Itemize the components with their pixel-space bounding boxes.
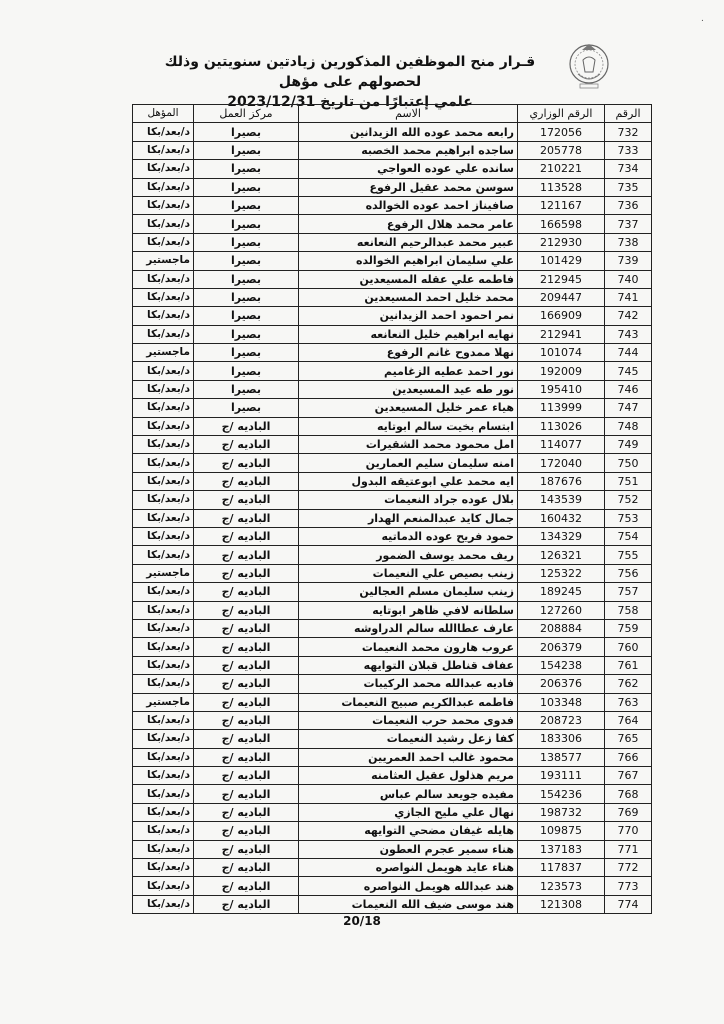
cell-name: هند عبدالله هويمل النواصره bbox=[299, 877, 518, 895]
cell-ministry-no: 114077 bbox=[518, 436, 605, 454]
cell-num: 736 bbox=[605, 196, 652, 214]
cell-num: 744 bbox=[605, 344, 652, 362]
cell-ministry-no: 192009 bbox=[518, 362, 605, 380]
cell-workplace: الباديه /ج bbox=[194, 693, 299, 711]
cell-ministry-no: 198732 bbox=[518, 803, 605, 821]
cell-workplace: الباديه /ج bbox=[194, 546, 299, 564]
cell-workplace: الباديه /ج bbox=[194, 840, 299, 858]
cell-name: هند موسى ضيف الله النعيمات bbox=[299, 895, 518, 913]
table-row bbox=[133, 638, 652, 656]
table-row bbox=[133, 270, 652, 288]
cell-name: كفا زعل رشيد النعيمات bbox=[299, 730, 518, 748]
cell-ministry-no: 193111 bbox=[518, 767, 605, 785]
cell-qualification: د/بعد/بكا bbox=[133, 748, 194, 766]
cell-workplace: بصيرا bbox=[194, 362, 299, 380]
cell-ministry-no: 172056 bbox=[518, 123, 605, 141]
cell-ministry-no: 206379 bbox=[518, 638, 605, 656]
cell-num: 735 bbox=[605, 178, 652, 196]
cell-qualification: د/بعد/بكا bbox=[133, 619, 194, 637]
cell-workplace: الباديه /ج bbox=[194, 748, 299, 766]
table-row bbox=[133, 675, 652, 693]
cell-workplace: الباديه /ج bbox=[194, 527, 299, 545]
cell-qualification: د/بعد/بكا bbox=[133, 509, 194, 527]
table-row bbox=[133, 399, 652, 417]
cell-qualification: د/بعد/بكا bbox=[133, 822, 194, 840]
cell-ministry-no: 166598 bbox=[518, 215, 605, 233]
cell-workplace: الباديه /ج bbox=[194, 601, 299, 619]
cell-num: 734 bbox=[605, 160, 652, 178]
cell-workplace: الباديه /ج bbox=[194, 877, 299, 895]
cell-name: امل محمود محمد الشقيرات bbox=[299, 436, 518, 454]
cell-qualification: د/بعد/بكا bbox=[133, 362, 194, 380]
cell-workplace: الباديه /ج bbox=[194, 895, 299, 913]
cell-qualification: ماجستير bbox=[133, 564, 194, 582]
cell-workplace: الباديه /ج bbox=[194, 711, 299, 729]
cell-qualification: د/بعد/بكا bbox=[133, 325, 194, 343]
cell-qualification: د/بعد/بكا bbox=[133, 436, 194, 454]
cell-name: نهال علي مليح الجازي bbox=[299, 803, 518, 821]
cell-num: 770 bbox=[605, 822, 652, 840]
table-row bbox=[133, 252, 652, 270]
cell-num: 772 bbox=[605, 859, 652, 877]
cell-workplace: بصيرا bbox=[194, 270, 299, 288]
cell-qualification: د/بعد/بكا bbox=[133, 270, 194, 288]
table-row bbox=[133, 178, 652, 196]
table-row bbox=[133, 509, 652, 527]
cell-name: نور طه عيد المسيعدين bbox=[299, 380, 518, 398]
cell-qualification: ماجستير bbox=[133, 693, 194, 711]
cell-num: 739 bbox=[605, 252, 652, 270]
cell-qualification: ماجستير bbox=[133, 252, 194, 270]
cell-num: 754 bbox=[605, 527, 652, 545]
cell-workplace: بصيرا bbox=[194, 380, 299, 398]
cell-ministry-no: 212945 bbox=[518, 270, 605, 288]
table-row bbox=[133, 527, 652, 545]
cell-name: فاديه عبدالله محمد الركيبات bbox=[299, 675, 518, 693]
table-row bbox=[133, 288, 652, 306]
table-row bbox=[133, 656, 652, 674]
cell-ministry-no: 183306 bbox=[518, 730, 605, 748]
cell-ministry-no: 134329 bbox=[518, 527, 605, 545]
cell-qualification: د/بعد/بكا bbox=[133, 785, 194, 803]
table-row bbox=[133, 546, 652, 564]
cell-name: مفيده جويعد سالم عباس bbox=[299, 785, 518, 803]
cell-ministry-no: 212941 bbox=[518, 325, 605, 343]
table-body bbox=[133, 123, 652, 914]
table-row bbox=[133, 233, 652, 251]
header-workplace: مركز العمل bbox=[194, 105, 299, 123]
cell-num: 760 bbox=[605, 638, 652, 656]
cell-num: 755 bbox=[605, 546, 652, 564]
cell-workplace: بصيرا bbox=[194, 344, 299, 362]
cell-ministry-no: 160432 bbox=[518, 509, 605, 527]
cell-qualification: د/بعد/بكا bbox=[133, 638, 194, 656]
cell-qualification: د/بعد/بكا bbox=[133, 527, 194, 545]
table-row bbox=[133, 491, 652, 509]
cell-ministry-no: 121308 bbox=[518, 895, 605, 913]
cell-name: عبير محمد عبدالرحيم النعانعه bbox=[299, 233, 518, 251]
cell-name: عارف عطاالله سالم الدراوشه bbox=[299, 619, 518, 637]
table-row bbox=[133, 436, 652, 454]
cell-ministry-no: 109875 bbox=[518, 822, 605, 840]
cell-qualification: د/بعد/بكا bbox=[133, 656, 194, 674]
table-row bbox=[133, 141, 652, 159]
cell-num: 762 bbox=[605, 675, 652, 693]
cell-workplace: الباديه /ج bbox=[194, 675, 299, 693]
cell-num: 748 bbox=[605, 417, 652, 435]
cell-qualification: د/بعد/بكا bbox=[133, 840, 194, 858]
cell-workplace: الباديه /ج bbox=[194, 417, 299, 435]
cell-name: سوسن محمد عقيل الرفوع bbox=[299, 178, 518, 196]
cell-num: 767 bbox=[605, 767, 652, 785]
cell-workplace: الباديه /ج bbox=[194, 472, 299, 490]
cell-num: 763 bbox=[605, 693, 652, 711]
cell-workplace: بصيرا bbox=[194, 288, 299, 306]
cell-num: 750 bbox=[605, 454, 652, 472]
header-name: الاسم bbox=[299, 105, 518, 123]
cell-qualification: د/بعد/بكا bbox=[133, 491, 194, 509]
cell-qualification: د/بعد/بكا bbox=[133, 178, 194, 196]
table-row bbox=[133, 693, 652, 711]
cell-name: فاطمه عبدالكريم صبيح النعيمات bbox=[299, 693, 518, 711]
cell-num: 761 bbox=[605, 656, 652, 674]
cell-num: 749 bbox=[605, 436, 652, 454]
cell-ministry-no: 206376 bbox=[518, 675, 605, 693]
cell-num: 743 bbox=[605, 325, 652, 343]
cell-name: مريم هذلول عقيل العثامنه bbox=[299, 767, 518, 785]
cell-name: سلطانه لافي ظاهر ابوتايه bbox=[299, 601, 518, 619]
cell-name: نمر احمود احمد الزيدانين bbox=[299, 307, 518, 325]
title-line-2: علمي إعتبارًا من تاريخ 2023/12/31 bbox=[227, 94, 473, 110]
cell-name: نور احمد عطيه الزغاميم bbox=[299, 362, 518, 380]
table-row bbox=[133, 123, 652, 141]
cell-workplace: الباديه /ج bbox=[194, 436, 299, 454]
cell-name: بلال عوده جراد النعيمات bbox=[299, 491, 518, 509]
cell-ministry-no: 126321 bbox=[518, 546, 605, 564]
cell-ministry-no: 205778 bbox=[518, 141, 605, 159]
cell-num: 740 bbox=[605, 270, 652, 288]
cell-qualification: د/بعد/بكا bbox=[133, 196, 194, 214]
cell-workplace: بصيرا bbox=[194, 325, 299, 343]
cell-ministry-no: 113528 bbox=[518, 178, 605, 196]
table-row bbox=[133, 859, 652, 877]
cell-qualification: ماجستير bbox=[133, 344, 194, 362]
cell-name: نهلا ممدوح غانم الرفوع bbox=[299, 344, 518, 362]
cell-ministry-no: 187676 bbox=[518, 472, 605, 490]
cell-name: هياء عمر خليل المسيعدين bbox=[299, 399, 518, 417]
cell-name: ابتسام بخيت سالم ابوتايه bbox=[299, 417, 518, 435]
cell-workplace: الباديه /ج bbox=[194, 656, 299, 674]
cell-ministry-no: 113026 bbox=[518, 417, 605, 435]
table-row bbox=[133, 803, 652, 821]
table-row bbox=[133, 730, 652, 748]
cell-num: 774 bbox=[605, 895, 652, 913]
cell-qualification: د/بعد/بكا bbox=[133, 767, 194, 785]
corner-mark: ۰ bbox=[700, 16, 705, 26]
cell-ministry-no: 208723 bbox=[518, 711, 605, 729]
cell-qualification: د/بعد/بكا bbox=[133, 601, 194, 619]
employees-table bbox=[132, 104, 652, 914]
cell-name: فاطمه علي عقله المسيعدين bbox=[299, 270, 518, 288]
cell-workplace: الباديه /ج bbox=[194, 491, 299, 509]
table-row bbox=[133, 344, 652, 362]
cell-workplace: الباديه /ج bbox=[194, 583, 299, 601]
cell-ministry-no: 117837 bbox=[518, 859, 605, 877]
table-row bbox=[133, 380, 652, 398]
cell-qualification: د/بعد/بكا bbox=[133, 546, 194, 564]
cell-qualification: د/بعد/بكا bbox=[133, 730, 194, 748]
table-row bbox=[133, 877, 652, 895]
cell-name: جمال كايد عبدالمنعم الهدار bbox=[299, 509, 518, 527]
cell-qualification: د/بعد/بكا bbox=[133, 803, 194, 821]
table-header-row bbox=[133, 105, 652, 123]
cell-name: زينب سليمان مسلم العجالين bbox=[299, 583, 518, 601]
cell-workplace: بصيرا bbox=[194, 178, 299, 196]
cell-num: 753 bbox=[605, 509, 652, 527]
page-number: 20/18 bbox=[343, 914, 381, 928]
table-row bbox=[133, 196, 652, 214]
cell-num: 768 bbox=[605, 785, 652, 803]
cell-name: فدوى محمد حرب النعيمات bbox=[299, 711, 518, 729]
table-row bbox=[133, 601, 652, 619]
cell-qualification: د/بعد/بكا bbox=[133, 123, 194, 141]
cell-num: 741 bbox=[605, 288, 652, 306]
cell-num: 751 bbox=[605, 472, 652, 490]
table-row bbox=[133, 454, 652, 472]
table-row bbox=[133, 748, 652, 766]
cell-name: ساجده ابراهيم محمد الخصبه bbox=[299, 141, 518, 159]
cell-workplace: بصيرا bbox=[194, 399, 299, 417]
cell-ministry-no: 154236 bbox=[518, 785, 605, 803]
cell-qualification: د/بعد/بكا bbox=[133, 675, 194, 693]
cell-name: هناء سمير عجرم العطون bbox=[299, 840, 518, 858]
cell-ministry-no: 209447 bbox=[518, 288, 605, 306]
cell-name: ايه محمد علي ابوعتيقه البدول bbox=[299, 472, 518, 490]
cell-ministry-no: 172040 bbox=[518, 454, 605, 472]
cell-ministry-no: 113999 bbox=[518, 399, 605, 417]
cell-ministry-no: 166909 bbox=[518, 307, 605, 325]
cell-num: 747 bbox=[605, 399, 652, 417]
header-num: الرقم bbox=[605, 105, 652, 123]
cell-workplace: الباديه /ج bbox=[194, 730, 299, 748]
title-line-1: قـرار منح الموظفين المذكورين زيادتين سنويتين وذلك لحصولهم على مؤهل bbox=[164, 54, 536, 90]
cell-workplace: بصيرا bbox=[194, 252, 299, 270]
cell-qualification: د/بعد/بكا bbox=[133, 859, 194, 877]
cell-qualification: د/بعد/بكا bbox=[133, 711, 194, 729]
cell-workplace: الباديه /ج bbox=[194, 638, 299, 656]
cell-ministry-no: 210221 bbox=[518, 160, 605, 178]
cell-name: محمود غالب احمد العمريين bbox=[299, 748, 518, 766]
document-title bbox=[140, 52, 560, 112]
cell-workplace: الباديه /ج bbox=[194, 509, 299, 527]
cell-qualification: د/بعد/بكا bbox=[133, 380, 194, 398]
table-row bbox=[133, 619, 652, 637]
cell-num: 758 bbox=[605, 601, 652, 619]
cell-workplace: الباديه /ج bbox=[194, 803, 299, 821]
cell-qualification: د/بعد/بكا bbox=[133, 454, 194, 472]
cell-name: عروب هارون محمد النعيمات bbox=[299, 638, 518, 656]
table-row bbox=[133, 767, 652, 785]
cell-num: 733 bbox=[605, 141, 652, 159]
cell-ministry-no: 125322 bbox=[518, 564, 605, 582]
table-row bbox=[133, 362, 652, 380]
cell-ministry-no: 137183 bbox=[518, 840, 605, 858]
table-row bbox=[133, 472, 652, 490]
header-qualification: المؤهل bbox=[133, 105, 194, 123]
cell-ministry-no: 154238 bbox=[518, 656, 605, 674]
cell-num: 745 bbox=[605, 362, 652, 380]
cell-name: صافيناز احمد عوده الخوالده bbox=[299, 196, 518, 214]
cell-workplace: بصيرا bbox=[194, 141, 299, 159]
cell-num: 764 bbox=[605, 711, 652, 729]
cell-num: 757 bbox=[605, 583, 652, 601]
cell-num: 773 bbox=[605, 877, 652, 895]
cell-qualification: د/بعد/بكا bbox=[133, 583, 194, 601]
cell-workplace: بصيرا bbox=[194, 196, 299, 214]
cell-name: نهايه ابراهيم خليل النعانعه bbox=[299, 325, 518, 343]
cell-qualification: د/بعد/بكا bbox=[133, 472, 194, 490]
table-row bbox=[133, 215, 652, 233]
cell-qualification: د/بعد/بكا bbox=[133, 895, 194, 913]
cell-ministry-no: 127260 bbox=[518, 601, 605, 619]
cell-ministry-no: 138577 bbox=[518, 748, 605, 766]
cell-qualification: د/بعد/بكا bbox=[133, 141, 194, 159]
cell-ministry-no: 195410 bbox=[518, 380, 605, 398]
cell-ministry-no: 208884 bbox=[518, 619, 605, 637]
cell-num: 756 bbox=[605, 564, 652, 582]
cell-num: 769 bbox=[605, 803, 652, 821]
cell-num: 759 bbox=[605, 619, 652, 637]
cell-name: عامر محمد هلال الرفوع bbox=[299, 215, 518, 233]
cell-name: حمود فريح عوده الدماتيه bbox=[299, 527, 518, 545]
cell-qualification: د/بعد/بكا bbox=[133, 877, 194, 895]
cell-num: 737 bbox=[605, 215, 652, 233]
cell-name: هناء عايد هويمل النواصره bbox=[299, 859, 518, 877]
cell-ministry-no: 101074 bbox=[518, 344, 605, 362]
cell-workplace: بصيرا bbox=[194, 307, 299, 325]
cell-num: 766 bbox=[605, 748, 652, 766]
table-row bbox=[133, 160, 652, 178]
cell-name: محمد خليل احمد المسيعدين bbox=[299, 288, 518, 306]
cell-name: عفاف قناطل قبلان التوايهه bbox=[299, 656, 518, 674]
cell-workplace: بصيرا bbox=[194, 233, 299, 251]
cell-qualification: د/بعد/بكا bbox=[133, 233, 194, 251]
cell-qualification: د/بعد/بكا bbox=[133, 307, 194, 325]
cell-workplace: الباديه /ج bbox=[194, 564, 299, 582]
table-row bbox=[133, 840, 652, 858]
ministry-emblem-icon bbox=[566, 40, 612, 94]
table-row bbox=[133, 822, 652, 840]
cell-workplace: بصيرا bbox=[194, 215, 299, 233]
cell-workplace: بصيرا bbox=[194, 123, 299, 141]
cell-ministry-no: 212930 bbox=[518, 233, 605, 251]
cell-ministry-no: 143539 bbox=[518, 491, 605, 509]
cell-name: هايله غيفان مضحي التوايهه bbox=[299, 822, 518, 840]
cell-ministry-no: 189245 bbox=[518, 583, 605, 601]
cell-num: 746 bbox=[605, 380, 652, 398]
table-row bbox=[133, 895, 652, 913]
cell-num: 738 bbox=[605, 233, 652, 251]
table-row bbox=[133, 583, 652, 601]
cell-ministry-no: 101429 bbox=[518, 252, 605, 270]
cell-workplace: الباديه /ج bbox=[194, 454, 299, 472]
cell-workplace: الباديه /ج bbox=[194, 619, 299, 637]
cell-ministry-no: 121167 bbox=[518, 196, 605, 214]
table-row bbox=[133, 785, 652, 803]
cell-name: ريف محمد يوسف الضمور bbox=[299, 546, 518, 564]
cell-workplace: الباديه /ج bbox=[194, 822, 299, 840]
cell-qualification: د/بعد/بكا bbox=[133, 160, 194, 178]
table-row bbox=[133, 711, 652, 729]
cell-workplace: الباديه /ج bbox=[194, 767, 299, 785]
table-row bbox=[133, 564, 652, 582]
cell-name: رابعه محمد عوده الله الزيدانين bbox=[299, 123, 518, 141]
cell-name: سانده علي عوده العواجي bbox=[299, 160, 518, 178]
cell-num: 732 bbox=[605, 123, 652, 141]
cell-num: 765 bbox=[605, 730, 652, 748]
cell-qualification: د/بعد/بكا bbox=[133, 417, 194, 435]
cell-num: 742 bbox=[605, 307, 652, 325]
cell-ministry-no: 103348 bbox=[518, 693, 605, 711]
cell-workplace: بصيرا bbox=[194, 160, 299, 178]
table-row bbox=[133, 307, 652, 325]
cell-qualification: د/بعد/بكا bbox=[133, 288, 194, 306]
cell-qualification: د/بعد/بكا bbox=[133, 399, 194, 417]
cell-name: علي سليمان ابراهيم الخوالده bbox=[299, 252, 518, 270]
table-row bbox=[133, 417, 652, 435]
table-row bbox=[133, 325, 652, 343]
cell-num: 752 bbox=[605, 491, 652, 509]
cell-workplace: الباديه /ج bbox=[194, 785, 299, 803]
header-ministry-no: الرقم الوزاري bbox=[518, 105, 605, 123]
cell-name: زينب بصيص علي النعيمات bbox=[299, 564, 518, 582]
cell-name: امنه سليمان سليم العمارين bbox=[299, 454, 518, 472]
cell-workplace: الباديه /ج bbox=[194, 859, 299, 877]
cell-qualification: د/بعد/بكا bbox=[133, 215, 194, 233]
cell-ministry-no: 123573 bbox=[518, 877, 605, 895]
cell-num: 771 bbox=[605, 840, 652, 858]
